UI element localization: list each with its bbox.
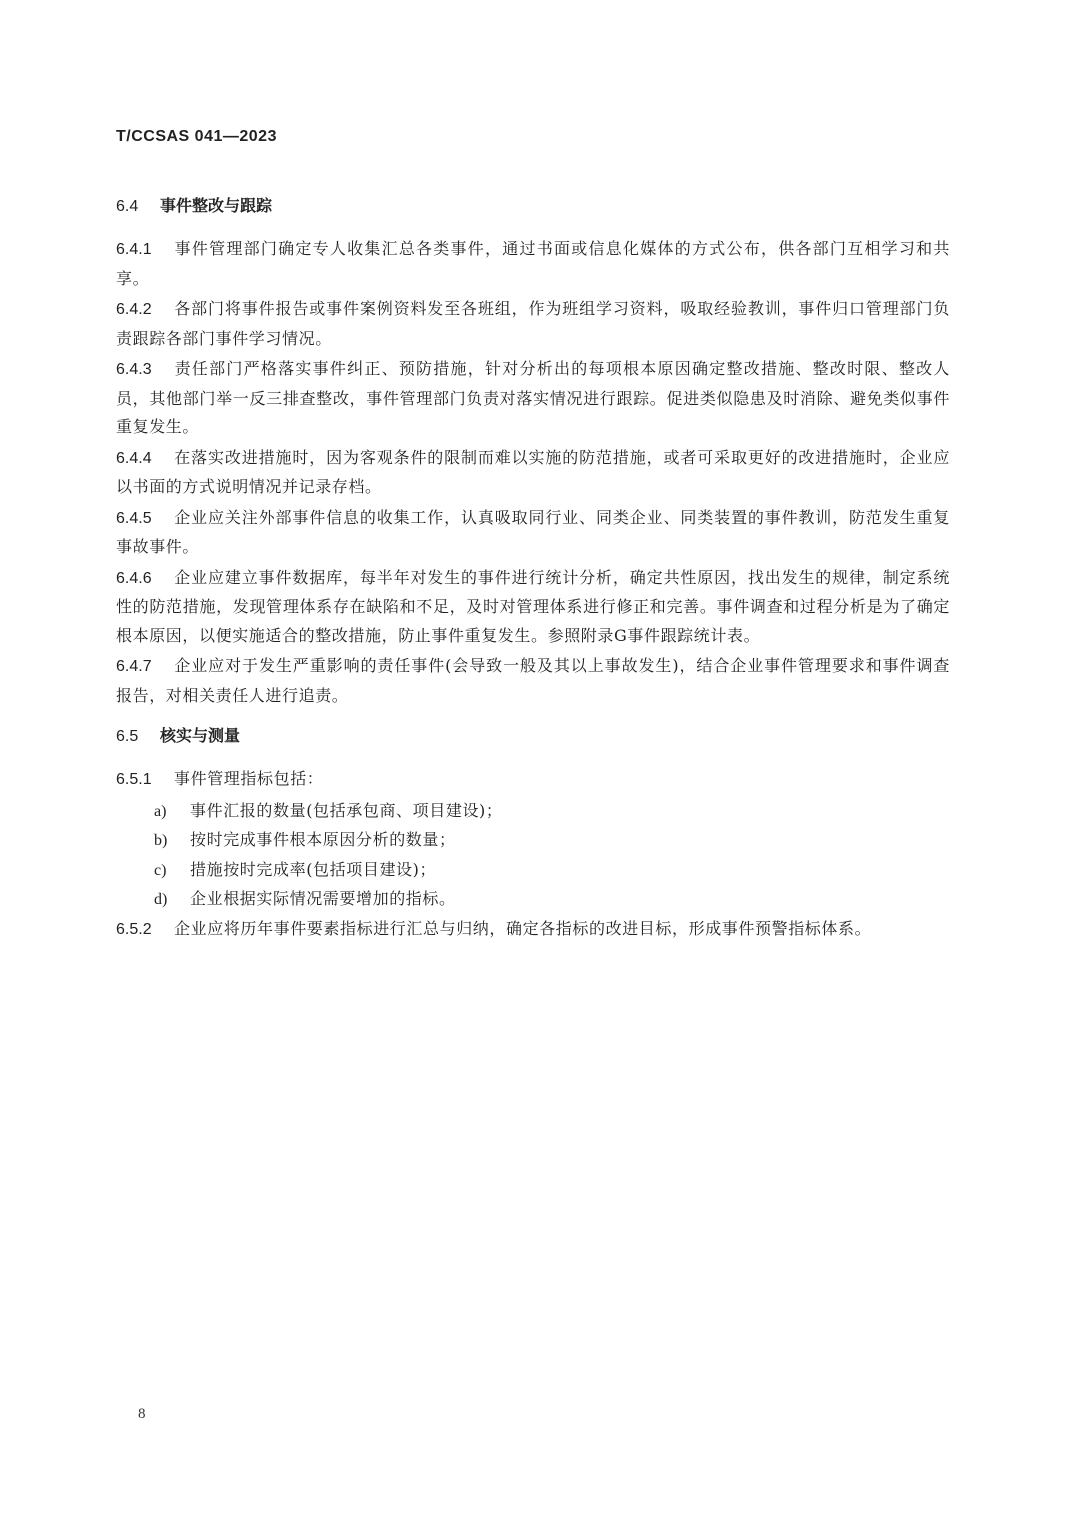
list-item [116,797,950,827]
clause-number: 6.5.1 [116,771,152,788]
clause-6-5-1 [116,765,950,795]
clause-text: 各部门将事件报告或事件案例资料发至各班组，作为班组学习资料，吸取经验教训，事件归口管理部门负责跟踪各部门事件学习情况。 [116,299,950,348]
list-text: 事件汇报的数量(包括承包商、项目建设)； [190,800,503,820]
list-text: 企业根据实际情况需要增加的指标。 [190,889,456,908]
clause-number: 6.4.1 [116,241,152,258]
list-marker: d) [154,891,168,908]
clause-text: 企业应关注外部事件信息的收集工作，认真吸取同行业、同类企业、同类装置的事件教训，防范发生重复事故事件。 [116,507,950,556]
page-number: 8 [138,1406,146,1422]
clause-6-4-7 [116,652,950,710]
clause-number: 6.4.4 [116,449,152,467]
clause-6-4-2 [116,295,950,353]
list-marker: c) [154,861,167,879]
clause-number: 6.4.7 [116,658,152,675]
clause-number: 6.4.3 [116,361,152,378]
list-item [116,826,950,856]
section-title: 事件整改与跟踪 [160,196,273,215]
clause-text: 责任部门严格落实事件纠正、预防措施，针对分析出的每项根本原因确定整改措施、整改时限、整改人员，其他部门举一反三排查整改，事件管理部门负责对落实情况进行跟踪。促进类似隐患及时消除、避免类似事件重复发生。 [116,359,950,436]
list-text: 按时完成事件根本原因分析的数量； [190,830,456,849]
clause-text: 在落实改进措施时，因为客观条件的限制而难以实施的防范措施，或者可采取更好的改进措施时，企业应以书面的方式说明情况并记录存档。 [116,447,950,496]
section-heading-6-5 [116,722,950,751]
list-text: 措施按时完成率(包括项目建设)； [190,859,437,879]
clause-6-4-1 [116,235,950,293]
clause-6-4-5 [116,504,950,562]
list-item [116,856,950,886]
list-item [116,885,950,915]
clause-text: 企业应对于发生严重影响的责任事件(会导致一般及其以上事故发生)，结合企业事件管理要求和事件调查报告，对相关责任人进行追责。 [116,656,950,705]
clause-number: 6.4.6 [116,569,152,587]
section-heading-6-4 [116,192,950,221]
clause-text: 企业应建立事件数据库，每半年对发生的事件进行统计分析，确定共性原因，找出发生的规律，制定系统性的防范措施，发现管理体系存在缺陷和不足，及时对管理体系进行修正和完善。事件调查和过程分析是为了确定根本原因，以便实施适合的整改措施，防止事件重复发生。参照附录G事件跟踪统计表。 [116,567,950,645]
section-number: 6.4 [116,198,139,215]
document-body [116,192,950,946]
clause-text: 事件管理部门确定专人收集汇总各类事件，通过书面或信息化媒体的方式公布，供各部门互相学习和共享。 [116,239,950,288]
clause-6-4-3 [116,355,950,442]
list-marker: b) [154,832,168,849]
list-marker: a) [154,802,167,820]
clause-6-5-2 [116,915,950,945]
clause-6-4-6 [116,564,950,651]
section-number: 6.5 [116,728,139,745]
clause-number: 6.4.5 [116,509,152,527]
clause-text: 企业应将历年事件要素指标进行汇总与归纳，确定各指标的改进目标，形成事件预警指标体系。 [174,918,872,938]
clause-text: 事件管理指标包括： [174,769,324,788]
clause-number: 6.5.2 [116,920,152,938]
section-title: 核实与测量 [160,726,241,745]
clause-number: 6.4.2 [116,301,152,318]
document-code: T/CCSAS 041—2023 [116,128,277,145]
clause-6-4-4 [116,444,950,502]
